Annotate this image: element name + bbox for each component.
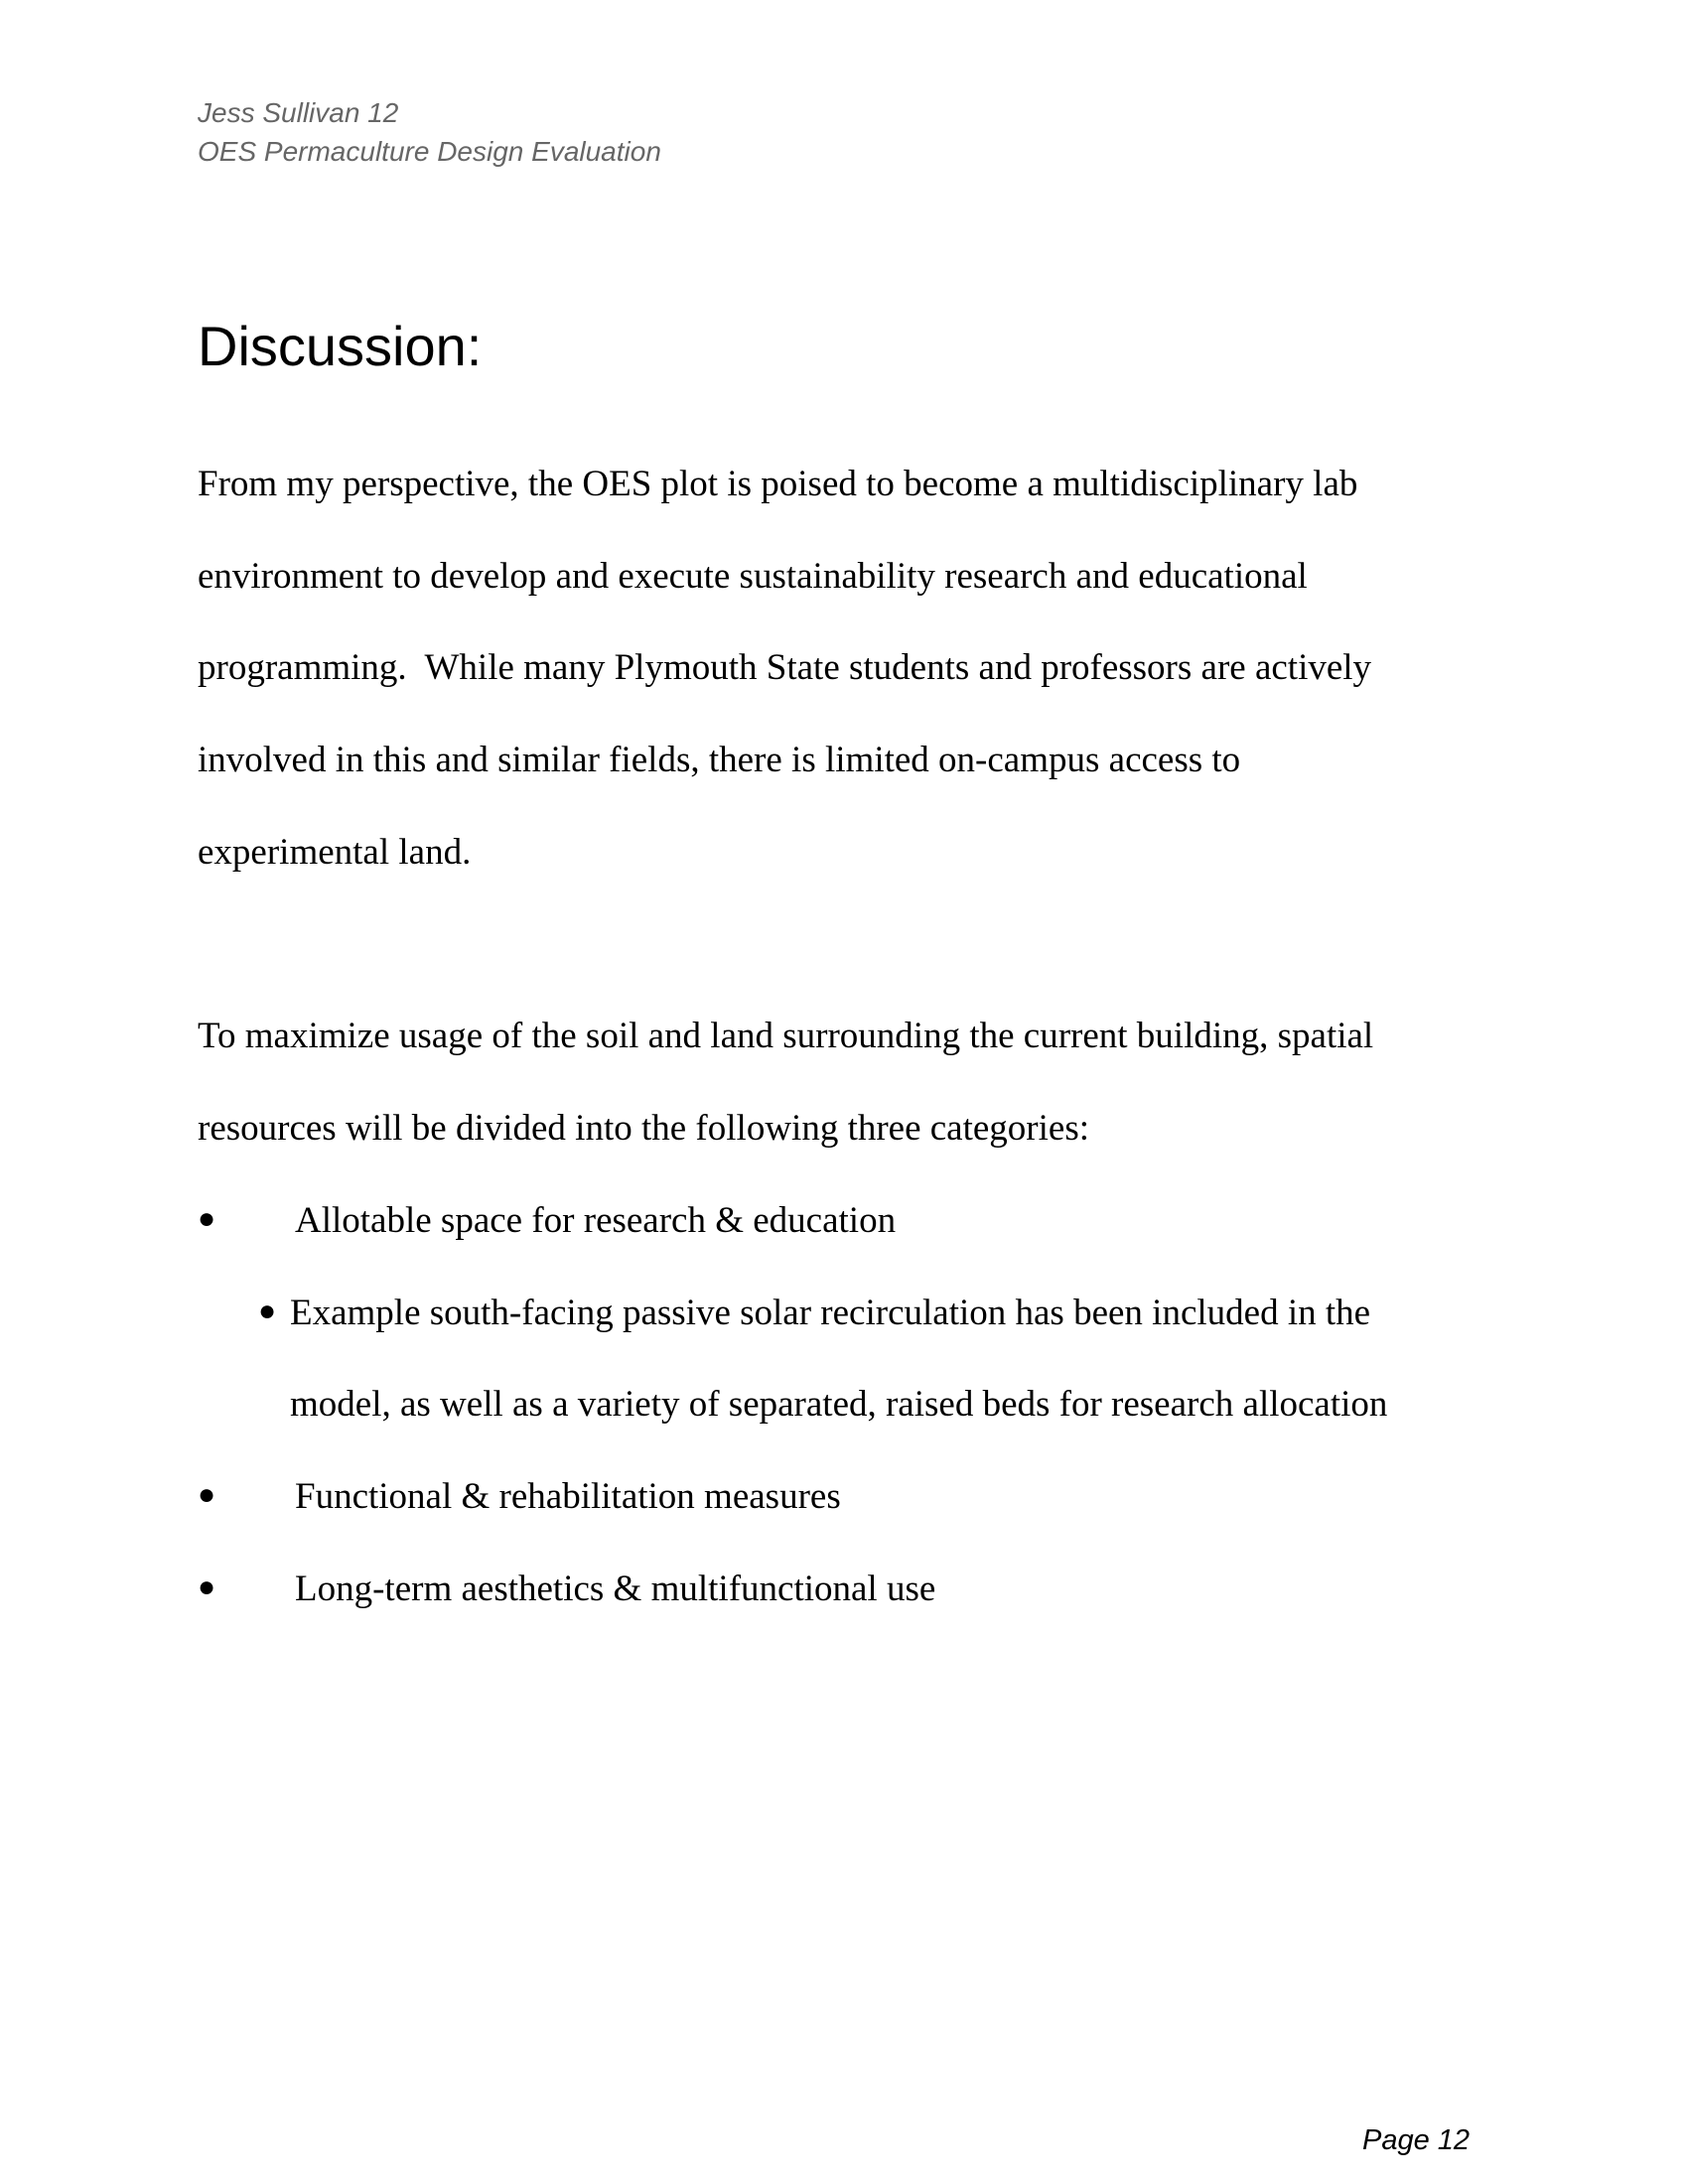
section-heading: Discussion: — [198, 315, 483, 377]
bullet-icon: ● — [198, 1478, 216, 1511]
paragraph-line: programming. While many Plymouth State students and professors are actively — [198, 647, 1372, 688]
header-title-line: OES Permaculture Design Evaluation — [198, 136, 661, 167]
paragraph-line: From my perspective, the OES plot is poised to become a multidisciplinary lab — [198, 464, 1358, 504]
sub-list-item-line: model, as well as a variety of separated, raised beds for research allocation — [290, 1384, 1388, 1425]
sub-bullet-icon: ● — [258, 1295, 277, 1327]
paragraph-line: environment to develop and execute sustainability research and educational — [198, 556, 1308, 597]
sub-list-item-line: Example south-facing passive solar recirculation has been included in the — [290, 1293, 1371, 1333]
bullet-icon: ● — [198, 1570, 216, 1603]
list-item-text: Functional & rehabilitation measures — [295, 1476, 841, 1517]
paragraph-line: resources will be divided into the following three categories: — [198, 1108, 1090, 1149]
paragraph-line: involved in this and similar fields, there is limited on-campus access to — [198, 740, 1241, 780]
paragraph-line: experimental land. — [198, 832, 472, 873]
bullet-icon: ● — [198, 1202, 216, 1235]
page-number: Page 12 — [1362, 2124, 1471, 2156]
list-item-text: Allotable space for research & education — [295, 1200, 897, 1241]
list-item-text: Long-term aesthetics & multifunctional use — [295, 1569, 936, 1609]
header-author-line: Jess Sullivan 12 — [198, 97, 399, 128]
paragraph-line: To maximize usage of the soil and land surrounding the current building, spatial — [198, 1016, 1374, 1056]
